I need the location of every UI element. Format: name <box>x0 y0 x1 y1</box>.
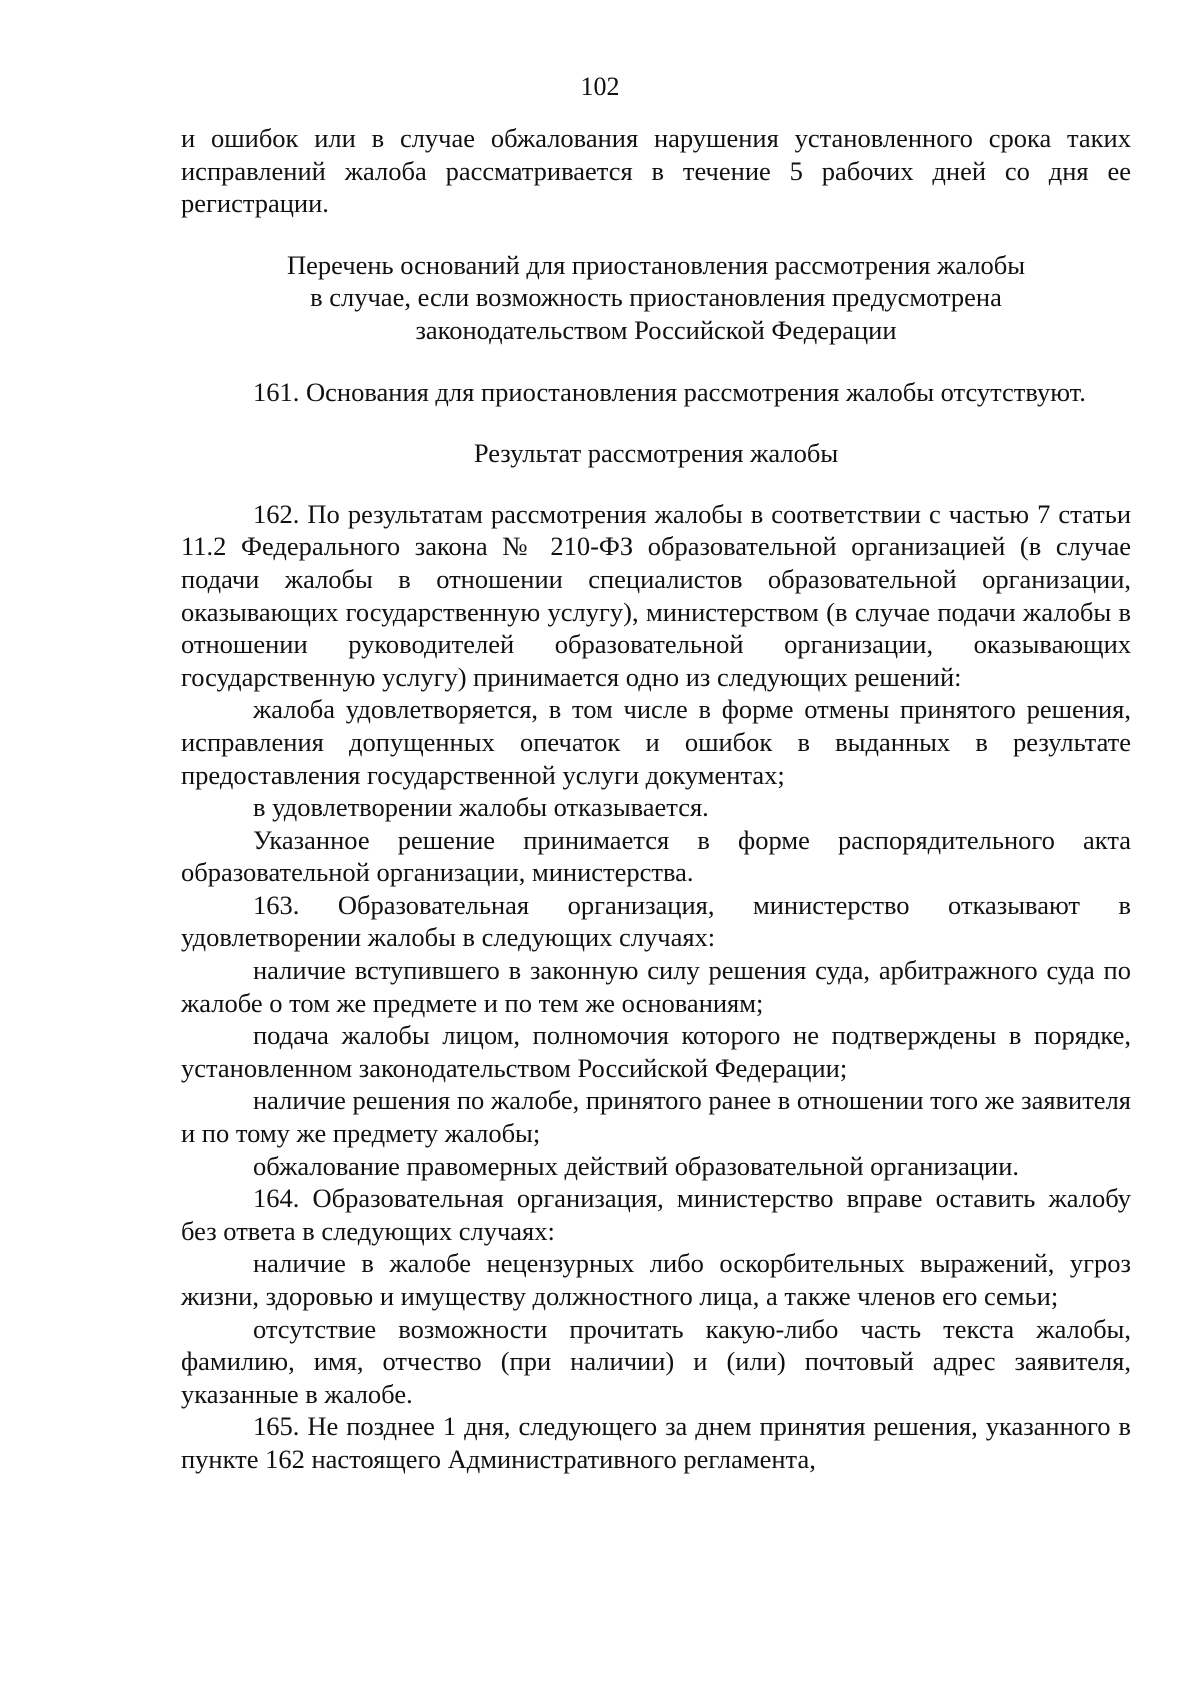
section-heading-suspension-line-2: в случае, если возможность приостановления предусмотрена <box>310 282 1002 313</box>
paragraph-163-item-prior-decision: наличие решения по жалобе, принятого ранее в отношении того же заявителя и по тому же предмету жалобы; <box>181 1085 1131 1149</box>
page-number: 102 <box>580 72 620 101</box>
paragraph-162-decision-form: Указанное решение принимается в форме распорядительного акта образовательной организации, министерства. <box>181 824 1131 888</box>
paragraph-continuation: и ошибок или в случае обжалования нарушения установленного срока таких исправлений жалоба рассматривается в течение 5 рабочих дней со дня ее регистрации. <box>181 123 1131 219</box>
paragraph-164: 164. Образовательная организация, министерство вправе оставить жалобу без ответа в следующих случаях: <box>181 1183 1131 1246</box>
section-heading-suspension-line-1: Перечень оснований для приостановления рассмотрения жалобы <box>286 249 1026 280</box>
paragraph-163-item-lawful-actions: обжалование правомерных действий образовательной организации. <box>253 1150 1020 1181</box>
paragraph-162: 162. По результатам рассмотрения жалобы в соответствии с частью 7 статьи 11.2 Федерального закона № 210-ФЗ образовательной организацией (в случае подачи жалобы в отношении специалистов образовательной организации, оказывающих государственную услугу), министерством (в случае подачи жалобы в отношении руководителей образовательной организации, оказывающих государственную услугу) принимается одно из следующих решений: <box>181 498 1131 692</box>
paragraph-163-item-authority: подача жалобы лицом, полномочия которого не подтверждены в порядке, установленном законодательством Российской Федерации; <box>181 1020 1131 1083</box>
paragraph-161: 161. Основания для приостановления рассмотрения жалобы отсутствуют. <box>253 376 1086 407</box>
paragraph-164-item-unreadable: отсутствие возможности прочитать какую-либо часть текста жалобы, фамилию, имя, отчество (при наличии) и (или) почтовый адрес заявителя, указанные в жалобе. <box>181 1313 1131 1409</box>
paragraph-163: 163. Образовательная организация, министерство отказывают в удовлетворении жалобы в следующих случаях: <box>181 889 1131 953</box>
paragraph-164-item-obscene: наличие в жалобе нецензурных либо оскорбительных выражений, угроз жизни, здоровью и имуществу должностного лица, а также членов его семьи; <box>181 1248 1131 1311</box>
paragraph-165: 165. Не позднее 1 дня, следующего за днем принятия решения, указанного в пункте 162 настоящего Административного регламента, <box>181 1411 1131 1474</box>
section-heading-suspension-line-3: законодательством Российской Федерации <box>415 314 897 345</box>
paragraph-162-item-refused: в удовлетворении жалобы отказывается. <box>253 792 709 823</box>
paragraph-162-item-satisfied: жалоба удовлетворяется, в том числе в форме отмены принятого решения, исправления допущенных опечаток и ошибок в выданных в результате предоставления государственной услуги документах; <box>181 694 1131 790</box>
document-body <box>181 122 1131 1476</box>
paragraph-163-item-court: наличие вступившего в законную силу решения суда, арбитражного суда по жалобе о том же предмете и по тем же основаниям; <box>181 955 1131 1018</box>
section-heading-result: Результат рассмотрения жалобы <box>473 438 839 469</box>
